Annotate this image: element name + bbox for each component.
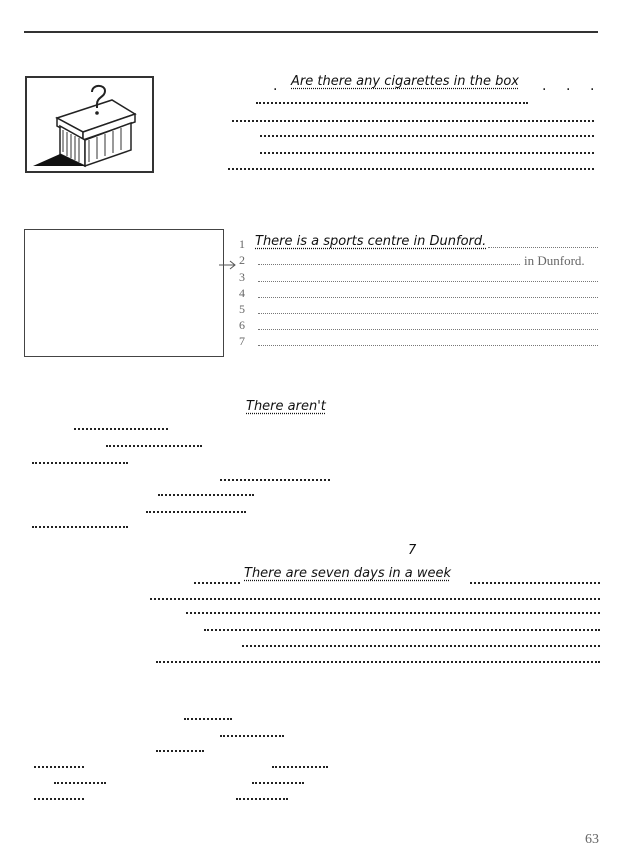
line-number: 6: [239, 318, 245, 332]
answer-line[interactable]: [272, 766, 328, 768]
line-number: 3: [239, 270, 245, 284]
answer-line[interactable]: [158, 494, 254, 496]
answer-line[interactable]: [232, 120, 594, 122]
answer-line[interactable]: [220, 479, 330, 481]
answer-line[interactable]: [260, 135, 594, 137]
leader-dot: .: [273, 78, 278, 94]
answer-line[interactable]: [204, 629, 600, 631]
answer-line[interactable]: [258, 297, 598, 298]
answer-line[interactable]: [258, 345, 598, 346]
answer-text: There aren't: [246, 399, 326, 414]
answer-line[interactable]: [258, 313, 598, 314]
answer-line[interactable]: [150, 598, 600, 600]
answer-text: There is a sports centre in Dunford.: [255, 234, 487, 249]
answer-line[interactable]: [184, 718, 232, 720]
line-number: 4: [239, 286, 245, 300]
top-rule: [24, 31, 598, 33]
page-number: 63: [585, 832, 599, 847]
answer-line[interactable]: [260, 152, 594, 154]
answer-line[interactable]: [32, 462, 128, 464]
answer-line[interactable]: [220, 735, 284, 737]
leader-dot: .: [542, 78, 547, 94]
line-suffix: in Dunford.: [524, 253, 585, 268]
answer-line[interactable]: [256, 102, 528, 104]
line-number: 7: [239, 334, 245, 348]
answer-line[interactable]: [258, 264, 520, 265]
answer-line[interactable]: [186, 612, 600, 614]
arrow-icon: [218, 255, 238, 274]
leader-dots: [470, 582, 600, 584]
answer-line[interactable]: [242, 645, 600, 647]
answer-line[interactable]: [32, 526, 128, 528]
answer-text: There are seven days in a week: [244, 566, 451, 581]
answer-line[interactable]: [74, 428, 168, 430]
box-question-illustration: [25, 76, 154, 173]
answer-line[interactable]: [228, 168, 594, 170]
answer-line[interactable]: [34, 798, 84, 800]
leader-dot: .: [590, 78, 595, 94]
line-number: 2: [239, 253, 245, 267]
answer-line[interactable]: [54, 782, 106, 784]
leader-dot: .: [566, 78, 571, 94]
answer-line[interactable]: [156, 661, 600, 663]
map-box: [24, 229, 224, 357]
answer-line[interactable]: [488, 247, 598, 248]
answer-line[interactable]: [106, 445, 202, 447]
answer-line[interactable]: [146, 511, 246, 513]
answer-text: Are there any cigarettes in the box: [291, 74, 519, 89]
answer-line[interactable]: [258, 281, 598, 282]
answer-line[interactable]: [156, 750, 204, 752]
line-number: 5: [239, 302, 245, 316]
answer-line[interactable]: [236, 798, 288, 800]
line-number: 1: [239, 237, 245, 251]
tick-mark: 7: [408, 543, 417, 558]
answer-line[interactable]: [258, 329, 598, 330]
answer-line[interactable]: [252, 782, 304, 784]
leader-dots: [194, 582, 240, 584]
answer-line[interactable]: [34, 766, 84, 768]
